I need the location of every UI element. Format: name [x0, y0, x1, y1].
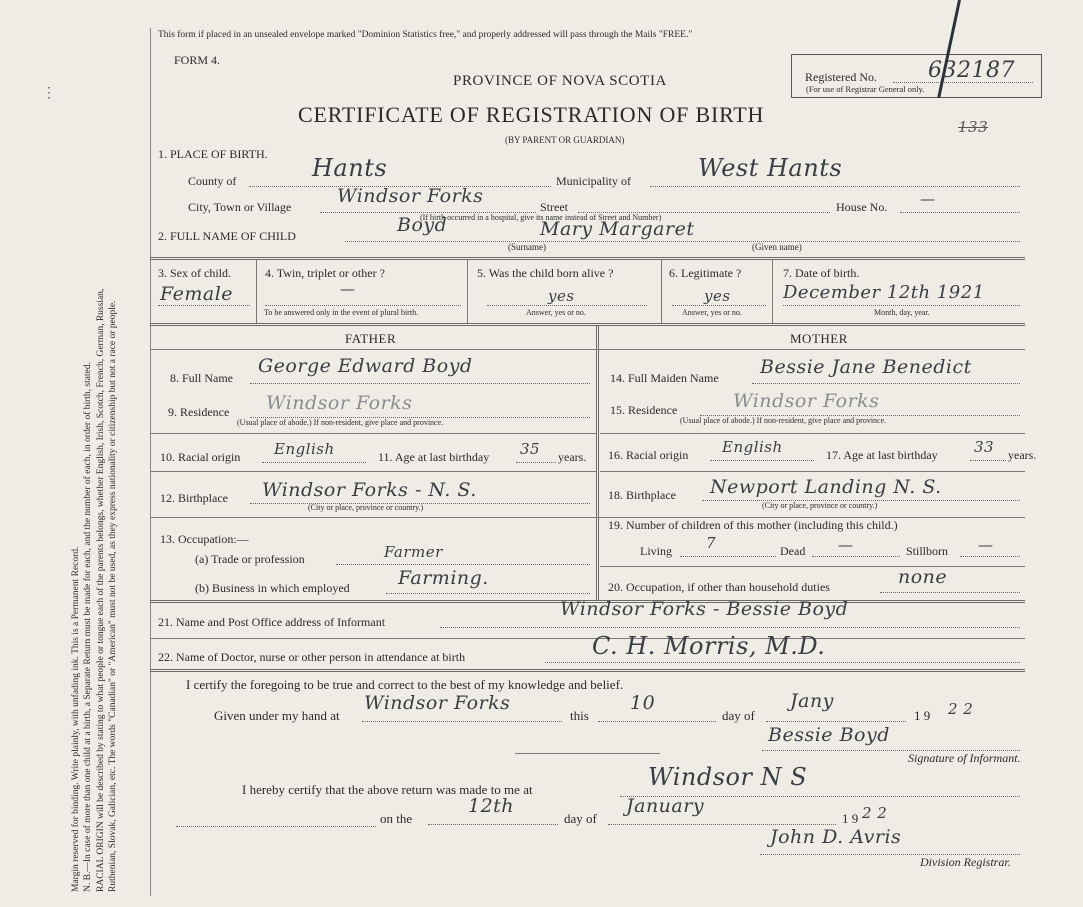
father-heading: FATHER [345, 331, 397, 346]
registrar-dayof-label: day of [564, 811, 597, 826]
given-label: Given under my hand at [214, 708, 340, 723]
registered-line [893, 82, 1033, 83]
dob-label: 7. Date of birth. [783, 266, 860, 280]
stillborn-label: Stillborn [906, 544, 949, 558]
certify-place: Windsor Forks [364, 692, 511, 714]
page-subtitle: (BY PARENT OR GUARDIAN) [505, 135, 625, 145]
legit-label: 6. Legitimate ? [669, 266, 742, 280]
struck-number: 133 [958, 118, 989, 136]
registrar-place: Windsor N S [648, 763, 808, 791]
binding-marks: ⋮ [42, 86, 56, 101]
stillborn-value: — [978, 536, 994, 554]
mail-note: This form if placed in an unsealed envelope marked "Dominion Statistics free," and properly addressed will pass through the Mails "FREE." [158, 30, 693, 40]
registrar-text: I hereby certify that the above return was made to me at [242, 782, 533, 797]
alive-value: yes [548, 287, 575, 305]
registrar-year-prefix: 1 9 [842, 811, 859, 826]
registered-label: Registered No. [805, 70, 877, 84]
mother-occ-label: 20. Occupation, if other than household duties [608, 580, 830, 594]
trade-label: (a) Trade or profession [195, 552, 305, 566]
father-age: 35 [520, 440, 541, 458]
mother-name: Bessie Jane Benedict [760, 356, 972, 378]
dob-note: Month, day, year. [874, 308, 930, 317]
form-number: FORM 4. [174, 53, 221, 67]
mother-race: English [722, 438, 783, 456]
margin-rule [150, 28, 151, 896]
father-bp-label: 12. Birthplace [160, 491, 228, 505]
dead-value: — [838, 536, 854, 554]
father-birthplace: Windsor Forks - N. S. [262, 479, 477, 501]
municipality-value: West Hants [698, 154, 843, 182]
county-label: County of [188, 174, 237, 188]
surname-caption: (Surname) [508, 242, 546, 252]
mother-race-label: 16. Racial origin [608, 448, 689, 462]
province-heading: PROVINCE OF NOVA SCOTIA [453, 73, 667, 89]
mother-name-label: 14. Full Maiden Name [610, 371, 719, 385]
alive-note: Answer, yes or no. [526, 308, 586, 317]
father-res: Windsor Forks [266, 392, 413, 414]
municipality-label: Municipality of [556, 174, 631, 188]
child-name-label: 2. FULL NAME OF CHILD [158, 229, 296, 243]
trade-value: Farmer [384, 543, 443, 561]
certify-month: Jany [790, 690, 834, 712]
business-value: Farming. [398, 567, 489, 589]
doctor-value: C. H. Morris, M.D. [592, 632, 826, 660]
margin-instructions: Margin reserved for binding. Write plainly, with unfading ink. This is a Permanent Record. N. B.—In case of more than one child at a birth, a Separate Return must be made for each, and the number of each, in order of birth, stated. RACIAL ORIGIN will be described by stating to what people or tongue each of the parents belongs, whether English, Irish, Scotch, French, German, Russian, Ruthenian, Slovak, Galician, etc. The words "Canadian" or "American" must not be used, as they express nationality or citizenship but not a race or people. [71, 288, 119, 892]
this-label: this [570, 708, 589, 723]
mother-bp-note: (City or place, province or country.) [762, 501, 878, 510]
doctor-label: 22. Name of Doctor, nurse or other person in attendance at birth [158, 650, 466, 664]
mother-occ: none [898, 566, 948, 588]
place-of-birth-label: 1. PLACE OF BIRTH. [158, 147, 268, 161]
dead-label: Dead [780, 544, 806, 558]
legit-value: yes [704, 287, 731, 305]
registrar-signature: John D. Avris [770, 826, 902, 848]
on-label: on the [380, 811, 413, 826]
mother-res: Windsor Forks [733, 390, 880, 412]
registered-note: (For use of Registrar General only. [806, 84, 925, 94]
sex-label: 3. Sex of child. [158, 266, 231, 280]
mother-bp-label: 18. Birthplace [608, 488, 676, 502]
child-surname: Boyd [397, 214, 448, 236]
registrar-month: January [626, 795, 705, 817]
given-caption: (Given name) [752, 242, 802, 252]
informant-signature: Bessie Boyd [768, 724, 890, 746]
dob-value: December 12th 1921 [783, 282, 985, 303]
father-race-label: 10. Racial origin [160, 450, 241, 464]
mother-birthplace: Newport Landing N. S. [710, 476, 942, 498]
house-label: House No. [836, 200, 888, 214]
city-value: Windsor Forks [337, 185, 484, 207]
certify-year: 2 2 [948, 700, 974, 718]
registrar-day: 12th [468, 795, 515, 817]
mother-age: 33 [974, 438, 995, 456]
hospital-note: (If birth occurred in a hospital, give its name instead of Street and Number) [420, 213, 662, 222]
mother-res-label: 15. Residence [610, 403, 678, 417]
certify-text: I certify the foregoing to be true and correct to the best of my knowledge and belief. [186, 677, 624, 692]
children-label: 19. Number of children of this mother (including this child.) [608, 518, 898, 532]
father-name-label: 8. Full Name [170, 371, 233, 385]
legit-note: Answer, yes or no. [682, 308, 742, 317]
mother-years: years. [1008, 448, 1037, 462]
father-name: George Edward Boyd [258, 355, 473, 377]
father-res-note: (Usual place of abode.) If non-resident, give place and province. [237, 418, 444, 427]
mother-heading: MOTHER [790, 331, 848, 346]
alive-label: 5. Was the child born alive ? [477, 266, 614, 280]
registrar-year: 2 2 [862, 804, 888, 822]
street-label: Street [540, 200, 568, 214]
business-label: (b) Business in which employed [195, 581, 350, 595]
living-label: Living [640, 544, 672, 558]
sex-value: Female [160, 283, 234, 305]
city-label: City, Town or Village [188, 200, 292, 214]
child-given-name: Mary Margaret [540, 218, 695, 240]
mother-age-label: 17. Age at last birthday [826, 448, 938, 462]
informant-sig-caption: Signature of Informant. [908, 751, 1021, 765]
twin-value: — [340, 280, 356, 298]
father-years: years. [558, 450, 587, 464]
father-occ-label: 13. Occupation:— [160, 532, 249, 546]
father-res-label: 9. Residence [168, 405, 230, 419]
living-value: 7 [706, 534, 717, 552]
dayof-label: day of [722, 708, 755, 723]
page-title: CERTIFICATE OF REGISTRATION OF BIRTH [298, 102, 765, 127]
father-race: English [274, 440, 335, 458]
father-bp-note: (City or place, province or country.) [308, 503, 424, 512]
registrar-caption: Division Registrar. [920, 855, 1011, 869]
twin-note: To be answered only in the event of plural birth. [264, 308, 419, 317]
informant-value: Windsor Forks - Bessie Boyd [560, 598, 849, 620]
mother-res-note: (Usual place of abode.) If non-resident, give place and province. [680, 416, 887, 425]
certify-year-prefix: 1 9 [914, 708, 931, 723]
twin-label: 4. Twin, triplet or other ? [265, 266, 385, 280]
county-value: Hants [312, 154, 388, 182]
informant-label: 21. Name and Post Office address of Informant [158, 615, 386, 629]
father-age-label: 11. Age at last birthday [378, 450, 490, 464]
certify-day: 10 [630, 692, 656, 714]
registered-number: 632187 [928, 58, 1015, 83]
house-value: — [920, 190, 936, 208]
